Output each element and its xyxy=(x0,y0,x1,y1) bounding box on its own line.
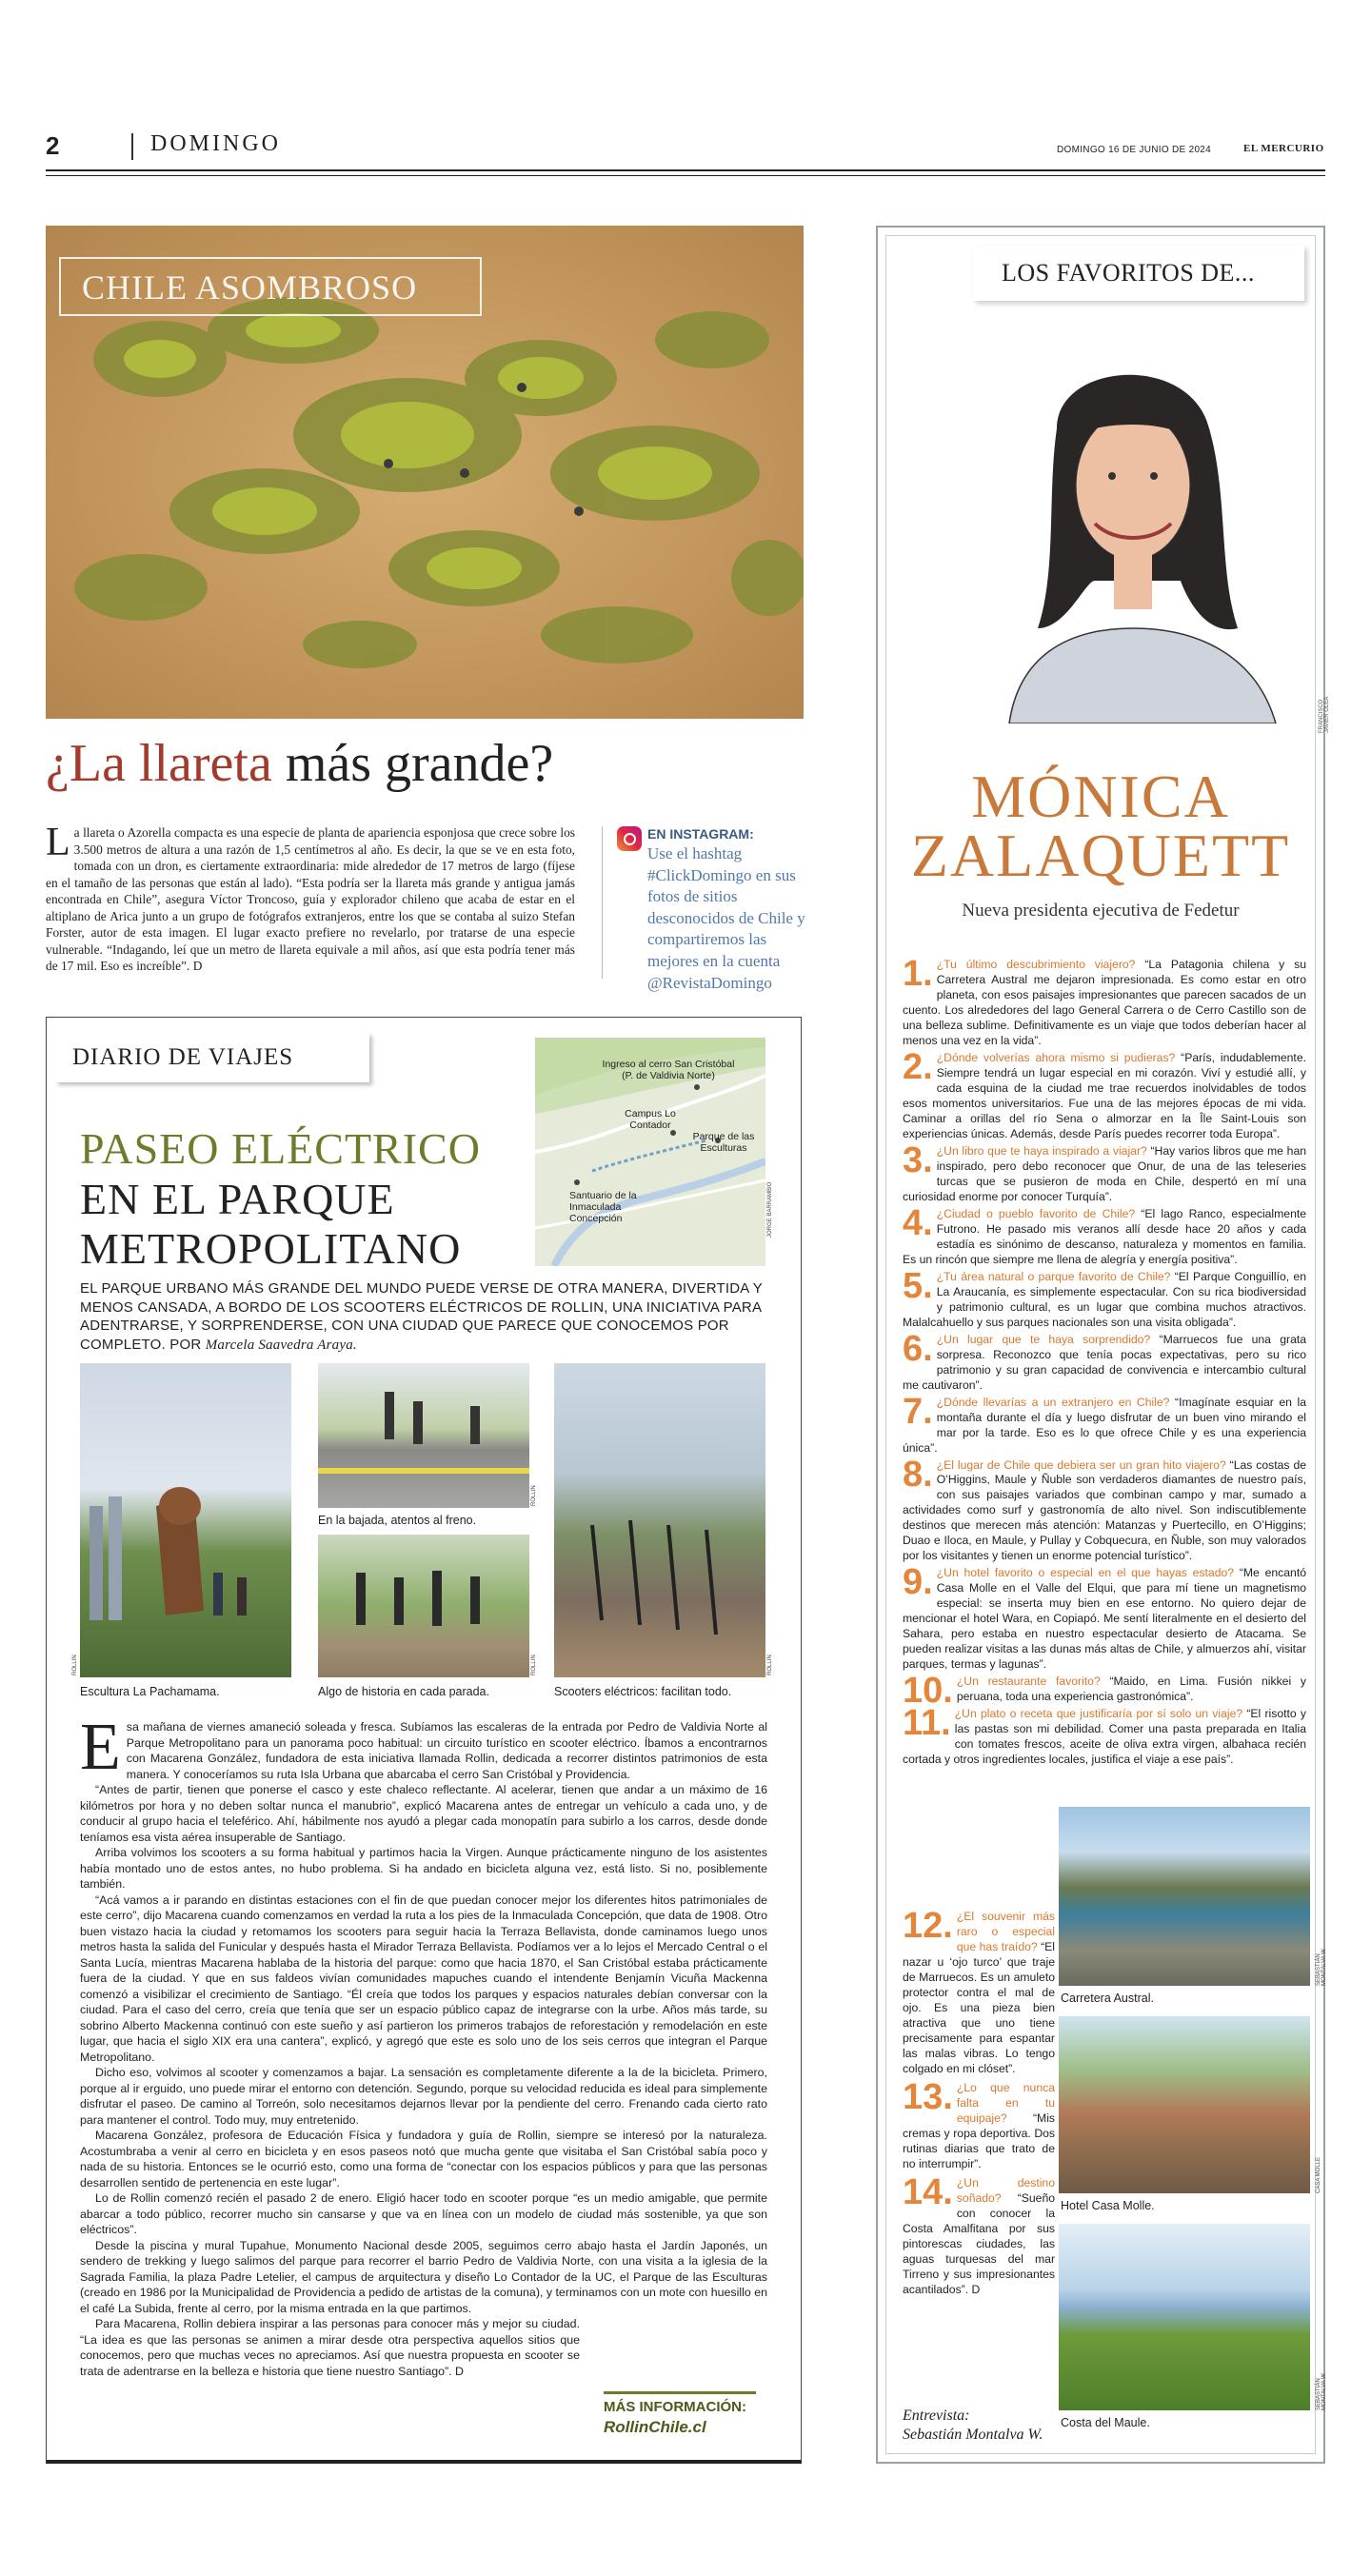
photo-credit-costa-maule: SEBASTIÁN MONTALVA W. xyxy=(1316,2371,1327,2410)
route-map xyxy=(535,1038,765,1266)
qa-item: 14. ¿Un destino soñado? “Sueño con conocer la Costa Amalfitana por sus pintorescas ciudades, las aguas turquesas del mar Tirreno y sus impresionantes acantilados”. D xyxy=(903,2171,1055,2296)
caption-scooters: Scooters eléctricos: facilitan todo. xyxy=(554,1685,732,1698)
portrait-credit: FRANCISCO JAVIER OLEA xyxy=(1319,696,1330,733)
section-name: DOMINGO xyxy=(150,131,281,156)
instagram-text: Use el hashtag #ClickDomingo en sus fotos de sitios desconocidos de Chile y compartiremos las mejores en la cuenta @RevistaDomingo xyxy=(647,844,805,992)
more-info-title: MÁS INFORMACIÓN: xyxy=(604,2399,746,2415)
caption-pachamama: Escultura La Pachamama. xyxy=(80,1685,220,1698)
qa-item: 7. ¿Dónde llevarías a un extranjero en Chile? “Imagínate esquiar en la montaña durante el día y luego disfrutar de un buen vino mirando el mar por la tarde. Eso es lo que ofrece Chile y es una experiencia única”. xyxy=(903,1391,1306,1455)
photo-casa-molle xyxy=(1059,2016,1310,2193)
favoritos-qa-narrow xyxy=(903,1906,1055,2298)
map-credit: JORGE BARRAMBIO xyxy=(767,1181,773,1238)
qa-item: 11. ¿Un plato o receta que justificaría por sí solo un viaje? “El risotto y las pastas son mi debilidad. Comer una pasta preparada en Italia con tomates frescos, aceite de oliva extra virgen, albahaca recién cortada y otros ingredientes locales, justifica el viaje a ese país”. xyxy=(903,1703,1306,1767)
issue-date: DOMINGO 16 DE JUNIO DE 2024 xyxy=(1057,145,1212,155)
photo-historia xyxy=(318,1535,529,1677)
instagram-divider xyxy=(602,826,603,979)
more-info-rule xyxy=(604,2391,756,2394)
diario-article: Esa mañana de viernes amaneció soleada y fresca. Subíamos las escaleras de la entrada por Pedro de Valdivia Norte al Parque Metropolitano para un panorama poco habitual: un circuito turístico en scooter eléctrico. Íbamos a encontrarnos con Macarena González, fundadora de esta iniciativa llamada Rollin, dedicada a recorrer distintos patrimonios de esta manera. Y conoceríamos su ruta Isla Urbana que abarcaba el cerro San Cristóbal y Providencia. “Antes de partir, tienen que ponerse el casco y este chaleco reflectante. Al acelerar, tienen que andar a un máximo de 16 kilómetros por hora y no deben soltar nunca el manubrio”, explicó Macarena antes de entregar un vehículo a cada uno, y de conducir al grupo hacia el teleférico. Ahí, hábilmente nos ayudó a plegar cada monopatín para subirlo a los carros, desde donde teníamos esa vista aérea insuperable de Santiago. Arriba volvimos los scooters a su forma habitual y partimos hacia la Virgen. Aunque prácticamente ninguno de los asistentes había montado uno de estos antes, no hubo problema. Si ha andado en bicicleta alguna vez, está listo. Si no, posiblemente también. “Acá vamos a ir parando en distintas estaciones con el fin de que puedan conocer mejor los diferentes hitos patrimoniales de este cerro”, dijo Macarena cuando comenzamos en verdad la ruta a los pies de la Inmaculada Concepción, que data de 1908. Otro buen vistazo hacia la ciudad y retomamos los scooters para seguir hacia la Terraza Bellavista, donde caminamos luego unos metros hasta la salida del Funicular y después hasta el Mirador Terraza Bellavista. Podíamos ver a lo lejos el Mercado Central o el Santa Lucía, mientras Macarena hablaba de la historia del parque: como que hacia 1870, el San Cristóbal estaba prácticamente fuera de la ciudad. Y que en sus faldeos vivían comunidades mapuches cuando el intendente Benjamín Vicuña Mackenna comenzó a visibilizar el crecimiento de Santiago. “Él creía que todos los parques y espacios naturales debían conversar con la ciudad. Para el caso del cerro, creía que tenía que ser un espacio público capaz de integrarse con la urbe. Años más tarde, su sobrino Alberto Mackenna continuó con este sueño y así partieron los primeros trabajos de reforestación y remodelación en este lugar, que hacia el siglo XIX era una cantera”, explicó, y agregó que este es solo uno de los seis cerros que integran el Parque Metropolitano. Dicho eso, volvimos al scooter y comenzamos a bajar. La sensación es completamente diferente a la de la bicicleta. Primero, porque al ir erguido, uno puede mirar el entorno con detención. Segundo, porque su velocidad reducida es ideal para simplemente disfrutar el paseo. De camino al Torreón, solo necesitamos dejarnos llevar por la pendiente del cerro. Frenando cada cierto rato para mantener el control. Todo muy, muy entretenido. Macarena González, profesora de Educación Física y fundadora y guía de Rollin, siempre se interesó por la naturaleza. Acostumbraba a venir al cerro en bicicleta y en esos paseos notó que mucha gente que visitaba el San Cristóbal sabía poco y nada de su historia. Entonces se le ocurrió esto, como una forma de “conectar con los espacios públicos y para que las personas desarrollen sentido de pertenencia en este lugar”. Lo de Rollin comenzó recién el pasado 2 de enero. Eligió hacer todo en scooter porque “es un medio amigable, que permite abarcar a todo público, recorrer mucho sin cansarse y que va en línea con un modelo de ciudad más sostenible, ya que son eléctricos”. Desde la piscina y mural Tupahue, Monumento Nacional desde 2005, seguimos cerro abajo hasta el Jardín Japonés, un sendero de trekking y luego salimos del parque para recorrer el barrio Pedro de Valdivia Norte, con una visita a la iglesia de la Sagrada Familia, la plaza Padre Letelier, el campus de arquitectura y diseño Lo Contador de la UC, el Parque de las Esculturas (creado en 1986 por la Municipalidad de Providencia a pedido de artistas de la comuna), y terminamos con un mote con huesillo en el café La Subida, frente al cerro, por la misma entrada en la que partimos. Para Macarena, Rollin debiera inspirar a las personas para conocer más y mejor su ciudad. “La idea es que las personas se animen a mirar desde otra perspectiva aquellos sitios que conocemos, pero que muchas veces no apreciamos. Así que nuestra propuesta en scooter se trata de adentrarse en la belleza e historia que tiene nuestro Santiago”. D xyxy=(80,1711,767,2378)
photo-credit-1: ROLLIN xyxy=(72,1655,78,1675)
photo-credit-carretera: SEBASTIÁN MONTALVA W. xyxy=(1316,1947,1327,1986)
qa-item: 4. ¿Ciudad o pueblo favorito de Chile? “El lago Ranco, especialmente Futrono. He pasado mis veranos allí desde hace 20 años y cada estadía es sinónimo de descanso, naturaleza y momentos en familia. Es un rincón que siempre me llena de alegría y energía positiva”. xyxy=(903,1202,1307,1266)
qa-item: 10. ¿Un restaurante favorito? “Maido, en Lima. Fusión nikkei y peruana, toda una experiencia gastronómica”. xyxy=(903,1671,1306,1712)
qa-item: 1. ¿Tu último descubrimiento viajero? “La Patagonia chilena y su Carretera Austral me dejaron impresionada. Es como estar en otro planeta, con esos paisajes impresionantes que parecen sacados de un cuento. Los alrededores del lago General Carrera o de Cerro Castillo son de una belleza sublime. Definitivamente es un viaje que todos deberían hacer al menos una vez en la vida”. xyxy=(903,954,1306,1047)
caption-historia: Algo de historia en cada parada. xyxy=(318,1685,489,1698)
instagram-icon xyxy=(617,826,642,851)
favoritos-qa xyxy=(903,954,1307,1770)
diario-title-line2: EN EL PARQUE METROPOLITANO xyxy=(80,1175,462,1273)
header-separator xyxy=(131,133,133,160)
qa-item: 2. ¿Dónde volverías ahora mismo si pudieras? “París, indudablemente. Siempre tendrá un lugar especial en mi corazón. Viví y estudié allí, y cada esquina de la ciudad me trae recuerdos inolvidables de todos esos momentos universitarios. Fue una de las mejores épocas de mi vida. Caminar a orillas del río Sena o almorzar en la Île Saint-Louis son experiencias únicas. Además, desde París puedes recorrer toda Europa”. xyxy=(903,1046,1306,1140)
photo-pachamama xyxy=(80,1363,291,1677)
photo-credit-2: ROLLIN xyxy=(531,1485,537,1506)
map-label-esculturas: Parque de las Esculturas xyxy=(692,1131,755,1155)
map-label-lo-contador: Campus Lo Contador xyxy=(625,1108,676,1132)
instagram-title: EN INSTAGRAM: xyxy=(647,826,754,842)
diario-de-viajes-tag: DIARIO DE VIAJES xyxy=(55,1033,369,1082)
photo-costa-maule xyxy=(1059,2224,1310,2410)
diario-deck: EL PARQUE URBANO MÁS GRANDE DEL MUNDO PUEDE VERSE DE OTRA MANERA, DIVERTIDA Y MENOS CANSADA, A BORDO DE LOS SCOOTERS ELÉCTRICOS DE ROLLIN, UNA INICIATIVA PARA ADENTRARSE, Y SORPRENDERSE, CON UNA CIUDAD QUE PARECE QUE CONOCEMOS POR COMPLETO. POR Marcela Saavedra Araya. xyxy=(80,1280,763,1353)
interviewee-first-name: MÓNICA xyxy=(971,763,1230,830)
map-label-santuario: Santuario de la Inmaculada Concepción xyxy=(569,1190,637,1225)
page-number: 2 xyxy=(46,131,60,160)
qa-item: 3. ¿Un libro que te haya inspirado a viajar? “Hay varios libros que me han inspirado, pero debo reconocer que Onur, de una de las teleseries turcas que se pusieron de moda en Chile, despertó en mí una curiosidad enorme por conocer Turquía”. xyxy=(903,1139,1306,1203)
photo-credit-casa-molle: CASA MOLLE xyxy=(1316,2156,1321,2193)
diario-title-line1: PASEO ELÉCTRICO xyxy=(80,1124,481,1173)
header-rule xyxy=(46,169,1325,171)
header-rule-thin xyxy=(46,175,1325,176)
llareta-headline: ¿La llareta más grande? xyxy=(46,734,554,793)
qa-item: 8. ¿El lugar de Chile que debiera ser un gran hito viajero? “Las costas de O’Higgins, Maule y Ñuble son verdaderos diamantes de nuestro país, con sus paisajes variados que combinan campo y mar, sumado a actividades como surf y gastronomía de alto nivel. Son indiscutiblemente destinos que merecen más atención: Matanzas y Puertecillo, en O’Higgins; Duao e Iloca, en Maule, y Pullay y Cobquecura, en Ñuble, son muy valorados por los visitantes y tienen un enorme potencial turístico”. xyxy=(903,1454,1306,1563)
photo-credit-3: ROLLIN xyxy=(531,1655,537,1675)
qa-item: 5. ¿Tu área natural o parque favorito de Chile? “El Parque Conguillío, en La Araucanía, es simplemente espectacular. Con su rica biodiversidad y patrimonio cultural, es un lugar que combina muchos atractivos. Malalcahuello y sus parques nacionales son una visita obligada”. xyxy=(903,1265,1306,1329)
caption-casa-molle: Hotel Casa Molle. xyxy=(1061,2199,1155,2212)
favoritos-tag: LOS FAVORITOS DE... xyxy=(973,246,1304,301)
caption-carretera-austral: Carretera Austral. xyxy=(1061,1991,1154,2005)
qa-item: 12. ¿El souvenir más raro o especial que has traído? “El nazar u ‘ojo turco’ que traje de Marruecos. Es un amuleto protector contra el mal de ojo. Es una pieza bien atractiva que uno tiene precisamente para espantar las malas vibras. Lo tengo colgado en mi clóset”. xyxy=(903,1906,1055,2075)
newspaper-brand: EL MERCURIO xyxy=(1243,143,1324,154)
qa-item: 13. ¿Lo que nunca falta en tu equipaje? “Mis cremas y ropa deportiva. Dos rutinas diarias que trato de no interrumpir”. xyxy=(903,2076,1055,2170)
qa-item: 6. ¿Un lugar que te haya sorprendido? “Marruecos fue una grata sorpresa. Reconozco que tenía pocas expectativas, pero su rico patrimonio y su gran capacidad de convivencia e intercambio cultural me cautivaron”. xyxy=(903,1328,1307,1392)
photo-scooters xyxy=(554,1363,765,1677)
photo-bajada xyxy=(318,1363,529,1508)
byline: Marcela Saavedra Araya. xyxy=(205,1337,357,1353)
photo-credit-4: ROLLIN xyxy=(767,1655,773,1675)
photo-carretera-austral xyxy=(1059,1807,1310,1986)
qa-item: 9. ¿Un hotel favorito o especial en el que hayas estado? “Me encantó Casa Molle en el Valle del Elqui, que para mí tiene un magnetismo especial: se inserta muy bien en ese entorno. No quiero dejar de mencionar el hotel Wara, en Copiapó. Me sentí literalmente en el desierto del Sahara, pero estaba en nuestro espectacular desierto de Atacama. Se pueden realizar visitas a las dunas más altas de Chile, y almuerzos ahí, visitar parques, termas y lagunas”. xyxy=(903,1562,1306,1672)
llareta-body-text: La llareta o Azorella compacta es una especie de planta de apariencia esponjosa que crece sobre los 3.500 metros de altura a una razón de 1,5 centímetros al año. Es decir, la que se ve en esta foto, tomada con un dron, es ciertamente extraordinaria: mide alrededor de 17 metros de largo (fíjese en el tamaño de las personas que están al lado). “Esta podría ser la llareta más grande y antigua jamás encontrada en Chile”, asegura Víctor Troncoso, guía y explorador chileno que acaba de estar en el altiplano de Arica junto a un grupo de fotógrafos extranjeros, entre los que se contaba al suizo Stefan Forster, autor de esta imagen. El lugar exacto prefiere no revelarlo, por tratarse de una especie vulnerable. “Indagando, leí que un metro de llareta equivale a mil años, así que esta podría tener más de 17 mil. Eso es increíble”. D xyxy=(46,821,575,974)
interviewee-role: Nueva presidenta ejecutiva de Fedetur xyxy=(962,901,1240,921)
portrait-illustration xyxy=(952,343,1314,723)
interviewee-last-name: ZALAQUETT xyxy=(910,822,1291,889)
chile-asombroso-tag: CHILE ASOMBROSO xyxy=(59,257,482,316)
more-info-link[interactable]: RollinChile.cl xyxy=(604,2418,706,2436)
caption-costa-maule: Costa del Maule. xyxy=(1061,2416,1150,2429)
interview-credit: Entrevista: Sebastián Montalva W. xyxy=(903,2408,1043,2443)
map-label-san-cristobal: Ingreso al cerro San Cristóbal (P. de Valdivia Norte) xyxy=(602,1059,735,1082)
caption-bajada: En la bajada, atentos al freno. xyxy=(318,1514,477,1527)
